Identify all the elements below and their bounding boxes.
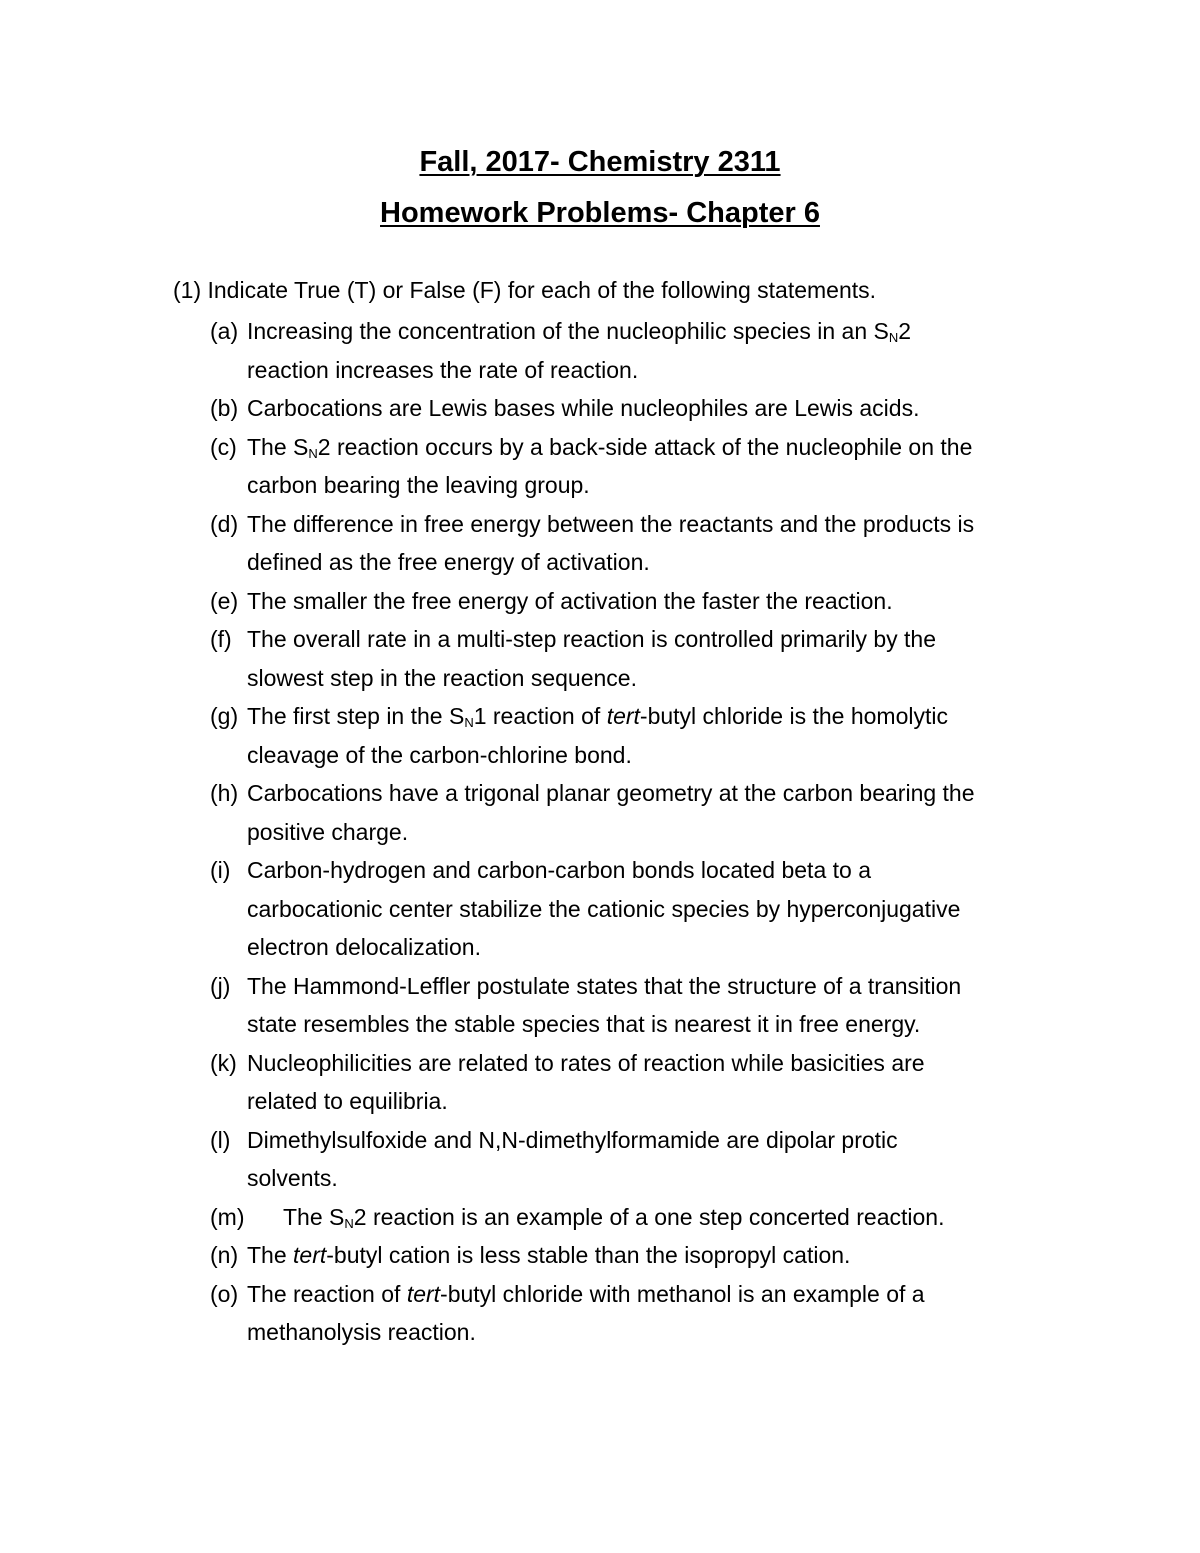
statement-text	[247, 813, 408, 852]
text-run: carbon bearing the leaving group.	[247, 472, 590, 498]
statement-item	[0, 1044, 1200, 1121]
statement-label: (d)	[210, 510, 239, 537]
text-run: Carbocations are Lewis bases while nucleophiles are Lewis acids.	[247, 395, 920, 421]
statement-text	[247, 466, 590, 505]
statement-text	[247, 697, 948, 736]
text-run: 2 reaction occurs by a back-side attack of the nucleophile on the	[317, 433, 973, 460]
statement-label: (n)	[210, 1242, 239, 1268]
statement-text	[247, 1082, 448, 1121]
statement-text	[247, 505, 974, 544]
statement-text	[247, 1275, 925, 1314]
text-run: electron delocalization.	[247, 934, 481, 960]
statement-line	[0, 389, 1200, 428]
statement-label: (a)	[210, 318, 239, 344]
statement-item	[0, 620, 1200, 697]
statement-label: (b)	[210, 395, 239, 421]
text-run: methanolysis reaction.	[247, 1319, 476, 1345]
statement-item	[0, 851, 1200, 967]
statement-item	[0, 312, 1200, 389]
text-run: 1 reaction of	[473, 703, 607, 729]
text-run: Carbocations have a trigonal planar geometry at the carbon bearing the	[247, 780, 975, 806]
statement-line	[0, 620, 1200, 659]
text-run: state resembles the stable species that is nearest it in free energy.	[247, 1011, 921, 1037]
statement-line	[0, 543, 1200, 582]
statement-label: (f)	[210, 626, 232, 652]
statement-line	[0, 1159, 1200, 1198]
text-run: The S	[283, 1203, 345, 1230]
statement-label: (i)	[210, 857, 231, 883]
statement-text	[247, 736, 632, 775]
statement-label: (o)	[210, 1280, 239, 1307]
text-run: Dimethylsulfoxide and N,N-dimethylformamide are dipolar protic	[247, 1126, 898, 1153]
statement-text	[247, 312, 911, 351]
statement-label: (j)	[210, 972, 231, 999]
italic-term: tert	[406, 1280, 441, 1307]
statement-label: (l)	[210, 1126, 231, 1153]
statement-text	[247, 1313, 476, 1352]
statement-item	[0, 582, 1200, 621]
statement-text	[247, 967, 961, 1006]
statement-line	[0, 1275, 1200, 1314]
question-prompt: (1) Indicate True (T) or False (F) for each of the following statements.	[173, 277, 877, 303]
statement-line	[0, 774, 1200, 813]
statement-label: (g)	[210, 703, 239, 729]
statement-line	[0, 851, 1200, 890]
text-run: solvents.	[247, 1165, 338, 1191]
text-run: The Hammond-Leffler postulate states that the structure of a transition	[247, 972, 962, 999]
statement-text	[247, 1159, 338, 1198]
text-run: -butyl chloride with methanol is an example of a	[440, 1280, 925, 1307]
statement-text	[247, 851, 871, 890]
statement-list	[0, 312, 1200, 1352]
statement-text	[247, 582, 893, 621]
text-run: 2	[898, 318, 912, 344]
statement-text	[283, 1198, 944, 1237]
statement-text	[247, 890, 960, 929]
statement-text	[247, 774, 975, 813]
text-run: The	[247, 1242, 294, 1268]
text-run: Nucleophilicities are related to rates of reaction while basicities are	[247, 1049, 925, 1076]
statement-line	[0, 505, 1200, 544]
text-run: The reaction of	[247, 1280, 407, 1307]
text-run: The difference in free energy between the reactants and the products is	[247, 510, 975, 537]
statement-line	[0, 428, 1200, 467]
text-run: The S	[247, 433, 309, 460]
text-run: carbocationic center stabilize the cationic species by hyperconjugative	[247, 895, 961, 922]
statement-label: (k)	[210, 1049, 237, 1076]
text-run: The first step in the S	[247, 703, 465, 729]
statement-text	[247, 620, 936, 659]
subscript: N	[308, 445, 318, 461]
statement-item	[0, 1198, 1200, 1237]
statement-line	[0, 1313, 1200, 1352]
statement-text	[247, 389, 919, 428]
statement-text	[247, 543, 650, 582]
statement-item	[0, 967, 1200, 1044]
statement-line	[0, 890, 1200, 929]
statement-text	[247, 1121, 898, 1160]
statement-text	[247, 928, 481, 967]
italic-term: tert	[606, 703, 640, 729]
statement-label: (m)	[210, 1203, 245, 1230]
page-subtitle: Homework Problems- Chapter 6	[380, 197, 820, 229]
text-run: -butyl cation is less stable than the isopropyl cation.	[326, 1242, 851, 1268]
page-title: Fall, 2017- Chemistry 2311	[419, 146, 781, 178]
statement-line	[0, 582, 1200, 621]
statement-item	[0, 697, 1200, 774]
subscript: N	[344, 1215, 354, 1231]
statement-line	[0, 813, 1200, 852]
statement-text	[247, 1236, 850, 1275]
statement-text	[247, 1044, 925, 1083]
statement-item	[0, 1121, 1200, 1198]
subscript: N	[464, 715, 474, 730]
statement-line	[0, 967, 1200, 1006]
text-run: defined as the free energy of activation.	[247, 549, 650, 575]
statement-line	[0, 1198, 1200, 1237]
text-run: slowest step in the reaction sequence.	[247, 664, 637, 691]
statement-item	[0, 389, 1200, 428]
statement-text	[247, 659, 637, 698]
statement-line	[0, 1082, 1200, 1121]
statement-line	[0, 466, 1200, 505]
statement-line	[0, 1044, 1200, 1083]
statement-text	[247, 428, 972, 467]
text-run: The overall rate in a multi-step reaction is controlled primarily by the	[247, 626, 937, 652]
statement-line	[0, 1005, 1200, 1044]
statement-line	[0, 736, 1200, 775]
statement-line	[0, 1121, 1200, 1160]
statement-label: (c)	[210, 433, 237, 460]
statement-line	[0, 351, 1200, 390]
statement-label: (h)	[210, 780, 239, 806]
statement-line	[0, 928, 1200, 967]
statement-item	[0, 505, 1200, 582]
statement-text	[247, 351, 638, 390]
statement-line	[0, 312, 1200, 351]
text-run: cleavage of the carbon-chlorine bond.	[247, 741, 632, 768]
statement-item	[0, 774, 1200, 851]
text-run: 2 reaction is an example of a one step concerted reaction.	[353, 1203, 945, 1230]
text-run: The smaller the free energy of activation the faster the reaction.	[247, 587, 893, 614]
text-run: reaction increases the rate of reaction.	[247, 356, 639, 383]
statement-label: (e)	[210, 587, 239, 614]
statement-text	[247, 1005, 920, 1044]
italic-term: tert	[293, 1242, 327, 1268]
statement-item	[0, 1236, 1200, 1275]
statement-line	[0, 697, 1200, 736]
statement-line	[0, 659, 1200, 698]
text-run: positive charge.	[247, 818, 409, 845]
text-run: Carbon-hydrogen and carbon-carbon bonds located beta to a	[247, 857, 871, 883]
statement-line	[0, 1236, 1200, 1275]
subscript: N	[888, 330, 899, 345]
text-run: related to equilibria.	[247, 1088, 448, 1114]
statement-item	[0, 428, 1200, 505]
text-run: Increasing the concentration of the nucleophilic species in an S	[247, 318, 889, 344]
statement-item	[0, 1275, 1200, 1352]
text-run: -butyl chloride is the homolytic	[639, 703, 948, 729]
